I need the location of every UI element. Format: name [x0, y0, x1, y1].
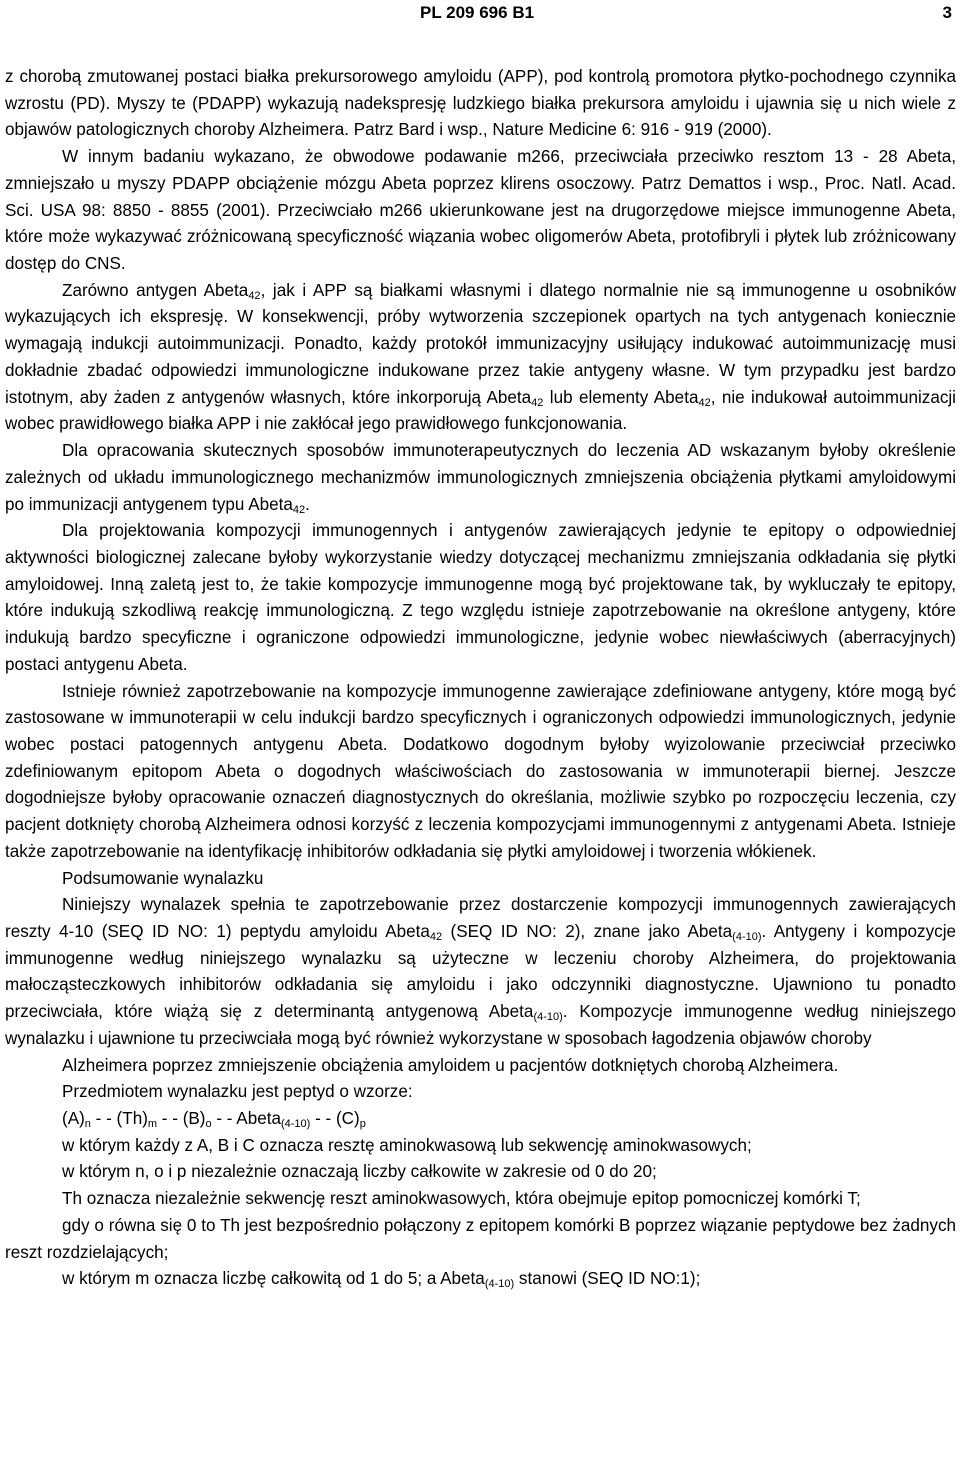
paragraph: [5, 866, 956, 893]
paragraph: [5, 278, 956, 438]
subscript: (4-10): [280, 1118, 311, 1131]
text-run: Podsumowanie wynalazku: [62, 868, 264, 888]
paragraph: [5, 892, 956, 1052]
text-run: Th oznacza niezależnie sekwencję reszt aminokwasowych, która obejmuje epitop pomocniczej komórki T;: [62, 1189, 861, 1209]
text-run: .: [305, 494, 310, 514]
paragraph: [5, 1186, 956, 1213]
text-run: , jak i APP są białkami własnymi i dlatego normalnie nie są immunogenne u osobników wykazujących ich ekspresję. W konsekwencji, próby wytworzenia szczepionek opartych na tych antygenach koniecznie wymagają indukcji autoimmunizacji. Ponadto, każdy protokół immunizacyjny usiłujący indukować autoimmunizację musi dokładnie zbadać odpowiedzi immunologiczne indukowane przez takie antygeny własne. W tym przypadku jest bardzo istotnym, aby żaden z antygenów własnych, które inkorporują Abeta: [5, 280, 957, 407]
paragraph: [5, 1213, 956, 1266]
subscript: m: [147, 1118, 158, 1131]
subscript: (4-10): [732, 931, 762, 943]
subscript: 42: [531, 396, 544, 409]
text-run: Niniejszy wynalazek spełnia te zapotrzebowanie przez dostarczenie kompozycji immunogennych zawierających reszty 4-10 (SEQ ID NO: 1) peptydu amyloidu Abeta: [5, 895, 956, 941]
text-run: z chorobą zmutowanej postaci białka prekursorowego amyloidu (APP), pod kontrolą promotora płytko-pochodnego czynnika wzrostu (PD). Myszy te (PDAPP) wykazują nadekspresję ludzkiego białka prekursora amyloidu i ujawnia się u nich wiele z objawów patologicznych choroby Alzheimera. Patrz Bard i wsp., Nature Medicine 6: 916 - 919 (2000).: [5, 67, 956, 140]
subscript: 42: [248, 289, 261, 302]
subscript: 42: [429, 931, 443, 943]
subscript: p: [359, 1118, 366, 1131]
text-run: - - Abeta: [211, 1109, 281, 1129]
paragraph: [5, 144, 956, 278]
paragraph: [5, 64, 956, 144]
text-run: Alzheimera poprzez zmniejszenie obciążenia amyloidem u pacjentów dotkniętych chorobą Alzheimera.: [62, 1055, 839, 1075]
paragraph: [5, 1133, 956, 1160]
text-run: w którym n, o i p niezależnie oznaczają liczby całkowite w zakresie od 0 do 20;: [62, 1162, 657, 1182]
text-run: . Antygeny i kompozycje immunogenne według niniejszego wynalazku są użyteczne w leczeniu choroby Alzheimera, do projektowania małocząsteczkowych inhibitorów odkładania się amyloidu i jako odczynniki diagnostyczne. Ujawniono tu ponadto przeciwciała, które wiążą się z determinantą antygenową Abeta: [5, 922, 956, 1022]
text-run: - - (B): [157, 1109, 206, 1129]
text-run: w którym każdy z A, B i C oznacza resztę aminokwasową lub sekwencję aminokwasowych;: [62, 1135, 752, 1155]
text-run: (A): [62, 1109, 85, 1129]
subscript: 42: [698, 396, 711, 409]
text-run: Dla opracowania skutecznych sposobów immunoterapeutycznych do leczenia AD wskazanym byłoby określenie zależnych od układu immunologicznego mechanizmów immunologicznych zmniejszenia obciążenia płytkami amyloidowymi po immunizacji antygenem typu Abeta: [5, 441, 956, 514]
subscript: 42: [292, 503, 306, 516]
paragraph: [5, 1053, 956, 1080]
text-run: , nie indukował autoimmunizacji wobec prawidłowego białka APP i nie zakłócał jego prawidłowego funkcjonowania.: [5, 387, 956, 434]
text-run: Dla projektowania kompozycji immunogennych i antygenów zawierających jedynie te epitopy o odpowiedniej aktywności biologicznej zalecane byłoby wykorzystanie wiedzy dotyczącej mechanizmu zmniejszania odkładania się płytki amyloidowej. Inną zaletą jest to, że takie kompozycje immunogenne mogą być projektowane tak, by wykluczały te epitopy, które indukują szkodliwą reakcję immunologiczną. Z tego względu istnieje zapotrzebowanie na określone antygeny, które indukują bardzo specyficzne i ograniczone odpowiedzi immunologiczne, jedynie wobec niewłaściwych (aberracyjnych) postaci antygenu Abeta.: [5, 521, 956, 674]
text-run: W innym badaniu wykazano, że obwodowe podawanie m266, przeciwciała przeciwko resztom 13 - 28 Abeta, zmniejszało u myszy PDAPP obciążenie mózgu Abeta poprzez klirens osoczowy. Patrz Demattos i wsp., Proc. Natl. Acad. Sci. USA 98: 8850 - 8855 (2001). Przeciwciało m266 ukierunkowane jest na drugorzędowe miejsce immunogenne Abeta, które może wykazywać zróżnicowaną specyficzność wiązania wobec oligomerów Abeta, protofibryli i płytek lub zróżnicowany dostęp do CNS.: [5, 147, 956, 274]
text-run: Przedmiotem wynalazku jest peptyd o wzorze:: [62, 1082, 413, 1102]
text-run: gdy o równa się 0 to Th jest bezpośrednio połączony z epitopem komórki B poprzez wiązanie peptydowe bez żadnych reszt rozdzielających;: [5, 1215, 956, 1262]
page-number: 3: [942, 3, 952, 22]
text-run: lub elementy Abeta: [543, 387, 699, 407]
paragraph: [5, 518, 956, 678]
text-run: Zarówno antygen Abeta: [62, 280, 249, 300]
text-run: - - (C): [310, 1109, 360, 1129]
text-run: Istnieje również zapotrzebowanie na kompozycje immunogenne zawierające zdefiniowane antygeny, które mogą być zastosowane w immunoterapii w celu indukcji bardzo specyficznych i ograniczonych odpowiedzi immunologicznych, jedynie wobec postaci patogennych antygenu Abeta. Dodatkowo dogodnym byłoby wyizolowanie przeciwciał przeciwko zdefiniowanym epitopom Abeta o dogodnych właściwościach do zastosowania w immunoterapii biernej. Jeszcze dogodniejsze byłoby opracowanie oznaczeń diagnostycznych do określania, możliwie szybko po rozpoczęciu leczenia, czy pacjent dotknięty chorobą Alzheimera odnosi korzyść z leczenia kompozycjami immunogennymi z antygenami Abeta. Istnieje także zapotrzebowanie na identyfikację inhibitorów odkładania się płytki amyloidowej i tworzenia włókienek.: [5, 681, 956, 861]
subscript: (4-10): [484, 1278, 515, 1291]
subscript: n: [84, 1118, 91, 1131]
text-run: - - (Th): [90, 1109, 148, 1129]
paragraph: [5, 438, 956, 518]
paragraph: [5, 1266, 956, 1293]
paragraph: [5, 1106, 956, 1133]
text-run: (SEQ ID NO: 2), znane jako Abeta: [442, 922, 733, 941]
paragraph: [5, 1159, 956, 1186]
subscript: (4-10): [533, 1011, 563, 1024]
text-run: w którym m oznacza liczbę całkowitą od 1 do 5; a Abeta: [62, 1269, 485, 1289]
page-header: [0, 3, 960, 27]
text-run: stanowi (SEQ ID NO:1);: [514, 1269, 701, 1289]
subscript: o: [205, 1118, 212, 1131]
text-run: . Kompozycje immunogenne według niniejszego wynalazku i ujawnione tu przeciwciała mogą być również wykorzystane w sposobach łagodzenia objawów choroby: [5, 1002, 956, 1048]
publication-number: PL 209 696 B1: [420, 3, 535, 22]
paragraph: [5, 1079, 956, 1106]
document-body: [5, 64, 956, 1293]
paragraph: [5, 679, 956, 866]
